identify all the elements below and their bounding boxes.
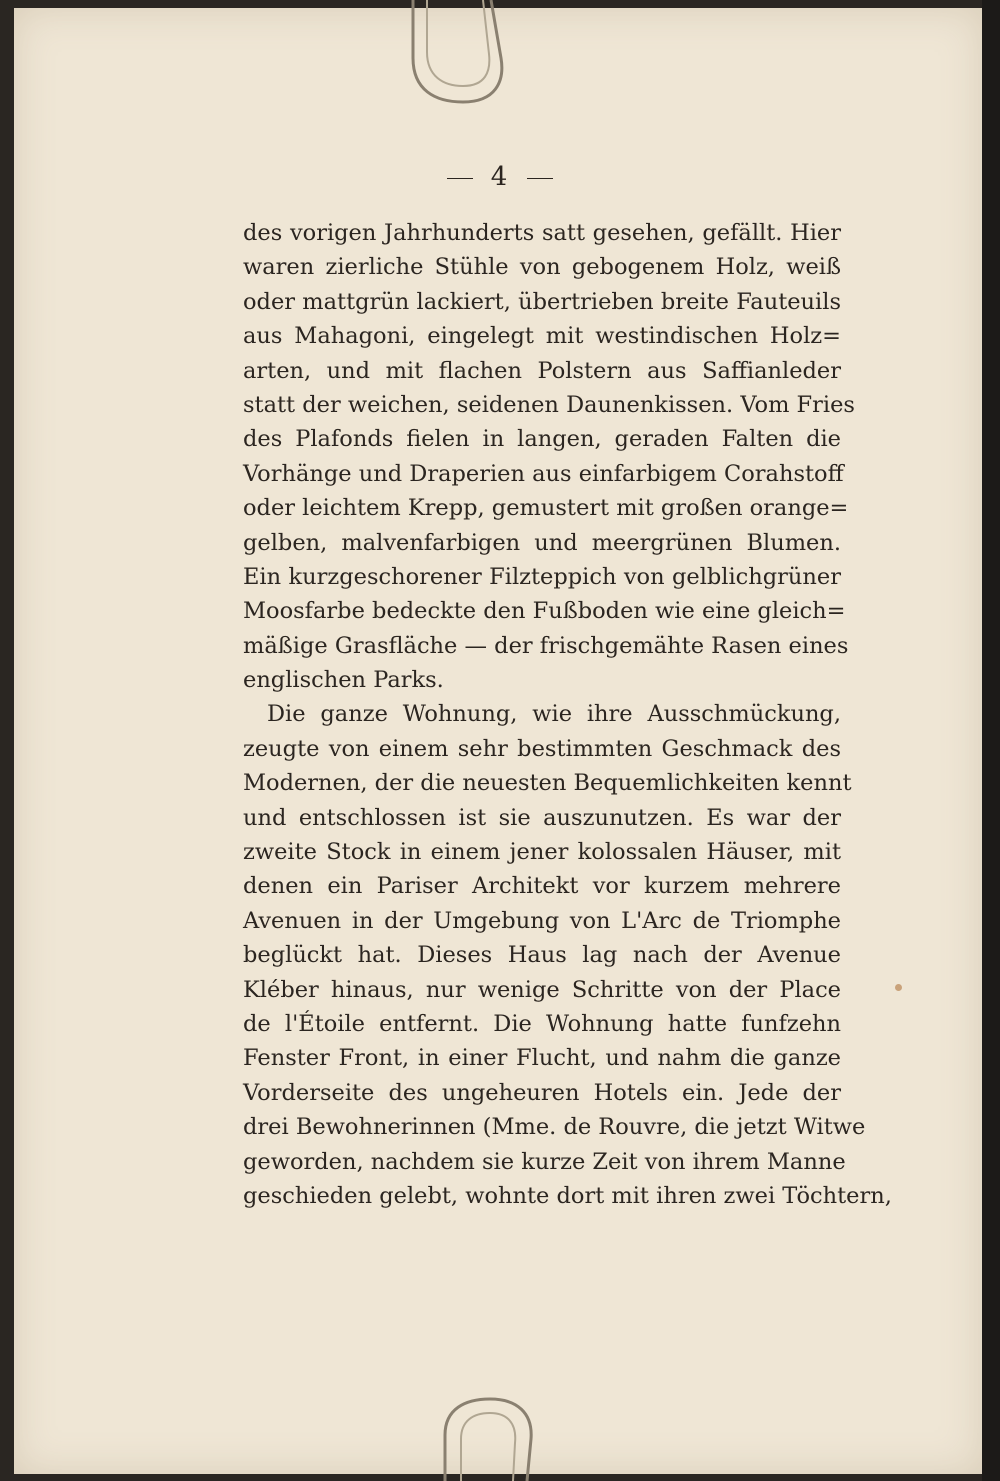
text-line: Vorderseite des ungeheuren Hotels ein. Jede der xyxy=(243,1079,841,1106)
text-line: geschieden gelebt, wohnte dort mit ihren zwei Töchtern, xyxy=(243,1182,892,1209)
ink-spot xyxy=(895,984,902,991)
text-line: zweite Stock in einem jener kolossalen Häuser, mit xyxy=(243,839,841,866)
header-dash-left xyxy=(447,178,473,179)
text-line: beglückt hat. Dieses Haus lag nach der Avenue xyxy=(243,942,841,969)
scan-edge xyxy=(982,0,1000,1481)
paper-clip-top xyxy=(405,0,515,110)
text-line: Die ganze Wohnung, wie ihre Ausschmückung, xyxy=(267,701,841,728)
text-line: waren zierliche Stühle von gebogenem Holz, weiß xyxy=(243,254,841,281)
header-dash-right xyxy=(527,178,553,179)
text-line: aus Mahagoni, eingelegt mit westindischen Holz= xyxy=(243,323,841,350)
body-text xyxy=(243,216,892,1213)
page-number: 4 xyxy=(490,162,510,192)
text-line: Avenuen in der Umgebung von L'Arc de Triomphe xyxy=(243,907,841,934)
page-number-header xyxy=(0,162,1000,192)
text-line: gelben, malvenfarbigen und meergrünen Blumen. xyxy=(243,529,841,556)
text-line: zeugte von einem sehr bestimmten Geschmack des xyxy=(243,735,841,762)
text-line: des vorigen Jahrhunderts satt gesehen, gefällt. Hier xyxy=(243,220,841,246)
text-line: Vorhänge und Draperien aus einfarbigem Corahstoff xyxy=(243,460,844,487)
text-line: Ein kurzgeschorener Filzteppich von gelblichgrüner xyxy=(243,563,841,590)
text-line: oder mattgrün lackiert, übertrieben breite Fauteuils xyxy=(243,288,841,315)
text-line: englischen Parks. xyxy=(243,667,444,694)
text-line: de l'Étoile entfernt. Die Wohnung hatte funfzehn xyxy=(243,1010,841,1037)
text-line: denen ein Pariser Architekt vor kurzem mehrere xyxy=(243,873,841,900)
text-line: oder leichtem Krepp, gemustert mit großen orange= xyxy=(243,495,849,522)
text-line: Moosfarbe bedeckte den Fußboden wie eine gleich= xyxy=(243,598,846,625)
text-line: drei Bewohnerinnen (Mme. de Rouvre, die jetzt Witwe xyxy=(243,1114,866,1141)
text-line: Modernen, der die neuesten Bequemlichkeiten kennt xyxy=(243,770,852,797)
text-line: und entschlossen ist sie auszunutzen. Es war der xyxy=(243,804,841,831)
text-line: geworden, nachdem sie kurze Zeit von ihrem Manne xyxy=(243,1148,846,1175)
paper-clip-bottom xyxy=(435,1395,545,1481)
text-line: statt der weichen, seidenen Daunenkissen. Vom Fries xyxy=(243,391,855,418)
text-line: Kléber hinaus, nur wenige Schritte von der Place xyxy=(243,976,841,1003)
text-line: arten, und mit flachen Polstern aus Saffianleder xyxy=(243,357,841,384)
text-line: mäßige Grasfläche — der frischgemähte Rasen eines xyxy=(243,632,849,659)
text-line: Fenster Front, in einer Flucht, und nahm die ganze xyxy=(243,1045,841,1072)
text-line: des Plafonds fielen in langen, geraden Falten die xyxy=(243,426,841,453)
